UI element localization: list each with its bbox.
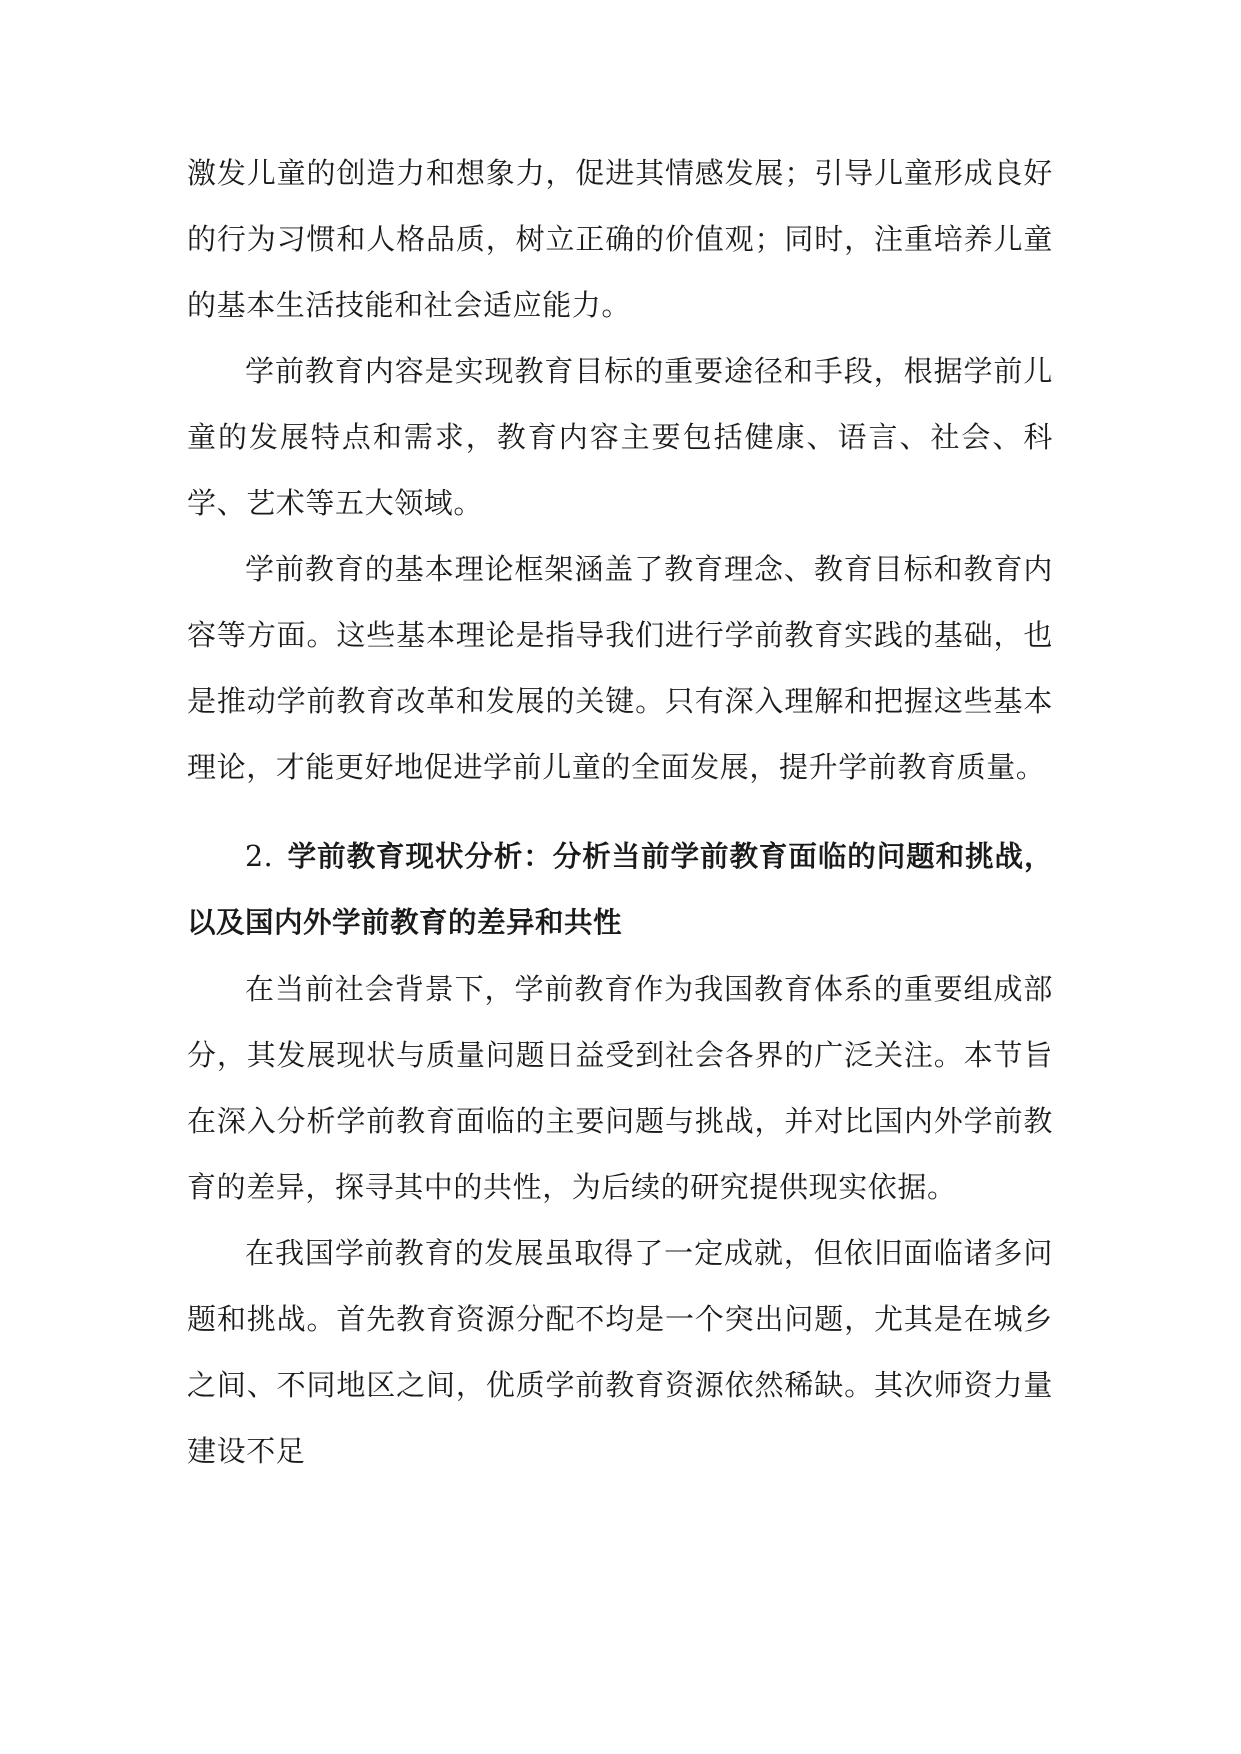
paragraph-continuation: 激发儿童的创造力和想象力，促进其情感发展；引导儿童形成良好的行为习惯和人格品质，树立正确的价值观；同时，注重培养儿童的基本生活技能和社会适应能力。: [187, 156, 1053, 322]
section-number: 2.: [245, 840, 274, 873]
paragraph-problems-challenges: 在我国学前教育的发展虽取得了一定成就，但依旧面临诸多问题和挑战。首先教育资源分配不均是一个突出问题，尤其是在城乡之间、不同地区之间，优质学前教育资源依然稀缺。其次师资力量建设不足: [187, 1236, 1053, 1468]
section-heading: [187, 824, 1053, 956]
section-title: 学前教育现状分析：分析当前学前教育面临的问题和挑战，以及国内外学前教育的差异和共性: [187, 840, 1053, 939]
paragraph-current-background: 在当前社会背景下，学前教育作为我国教育体系的重要组成部分，其发展现状与质量问题日益受到社会各界的广泛关注。本节旨在深入分析学前教育面临的主要问题与挑战，并对比国内外学前教育的差异，探寻其中的共性，为后续的研究提供现实依据。: [187, 972, 1053, 1204]
paragraph-theory-framework: 学前教育的基本理论框架涵盖了教育理念、教育目标和教育内容等方面。这些基本理论是指导我们进行学前教育实践的基础，也是推动学前教育改革和发展的关键。只有深入理解和把握这些基本理论，才能更好地促进学前儿童的全面发展，提升学前教育质量。: [187, 552, 1053, 784]
document-body: [187, 140, 1053, 1484]
paragraph-education-content: 学前教育内容是实现教育目标的重要途径和手段，根据学前儿童的发展特点和需求，教育内容主要包括健康、语言、社会、科学、艺术等五大领域。: [187, 354, 1053, 520]
